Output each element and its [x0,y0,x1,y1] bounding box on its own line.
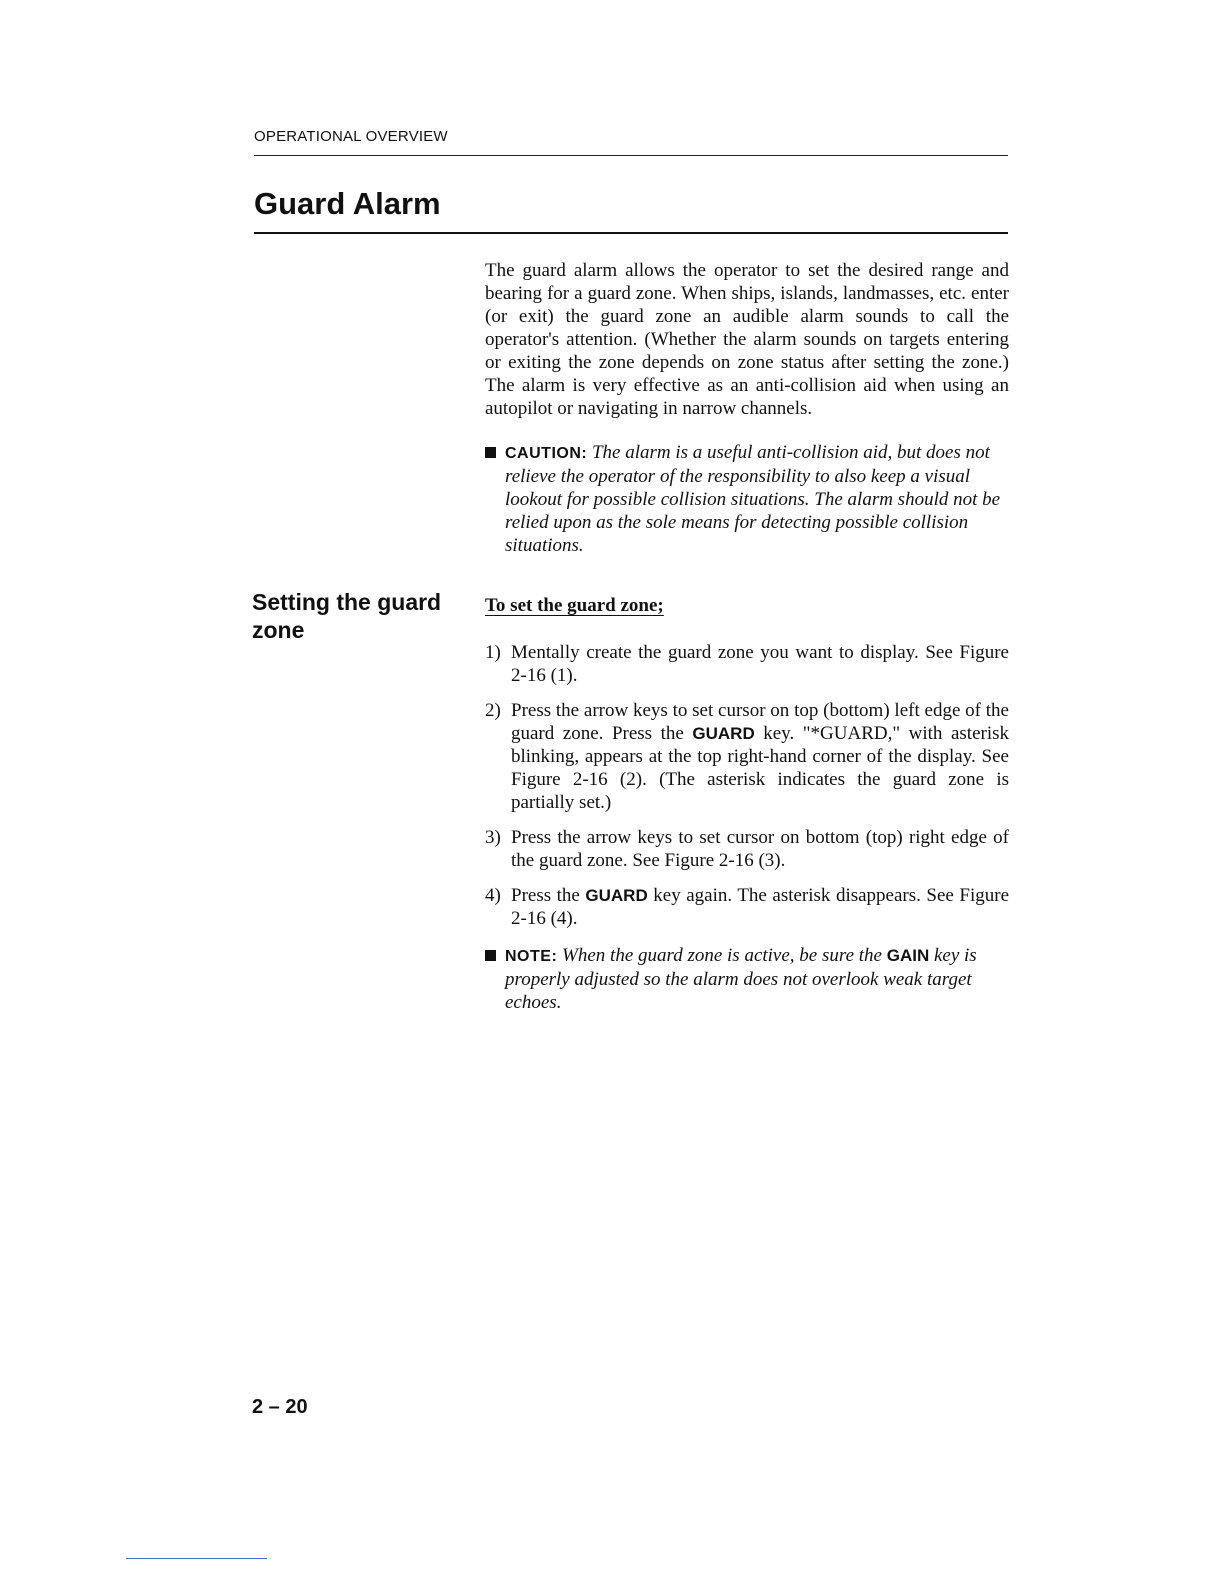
step-text: Mentally create the guard zone you want to display. See Figure 2-16 (1). [511,642,1009,686]
step-number: 3) [485,827,501,848]
footer-mark [126,1558,267,1559]
title-divider [254,232,1008,234]
note-callout [485,944,1009,1014]
page-title: Guard Alarm [254,186,441,221]
step-text: Press the arrow keys to set cursor on bottom (top) right edge of the guard zone. See Figure 2-16 (3). [511,827,1009,871]
step-item [485,826,1009,872]
guard-key-name: GUARD [585,886,648,905]
step-item [485,699,1009,814]
intro-paragraph: The guard alarm allows the operator to set the desired range and bearing for a guard zone. When ships, islands, landmasses, etc. enter (or exit) the guard zone an audible alarm sounds to call the operator's attention. (Whether the alarm sounds on targets entering or exiting the zone depends on zone status after setting the zone.) The alarm is very effective as an anti-collision aid when using an autopilot or navigating in narrow channels. [485,260,1009,419]
bullet-square-icon [485,447,496,458]
caution-callout [485,441,1009,557]
header-divider [254,155,1008,156]
guard-key-name: GUARD [692,724,755,743]
caution-text: The alarm is a useful anti-collision aid, but does not relieve the operator of the responsibility to also keep a visual lookout for possible collision situations. The alarm should not be relied upon as the sole means for detecting possible collision situations. [505,442,1001,556]
step-number: 1) [485,642,501,663]
step-text: Press the [511,885,580,906]
step-text-continued: key. "*GUARD," with asterisk blinking, appears at the top right-hand corner of the display. See Figure 2-16 (2). (The asterisk indicates the guard zone is partially set.) [511,723,1009,813]
step-text-continued: key again. The asterisk disappears. See Figure 2-16 (4). [511,885,1009,929]
note-text: When the guard zone is active, be sure the [562,945,882,966]
intro-column [485,259,1009,557]
running-head: OPERATIONAL OVERVIEW [254,128,448,145]
procedure-title: To set the guard zone; [485,595,664,616]
page-number: 2 – 20 [252,1396,308,1418]
step-item [485,641,1009,687]
section-heading: Setting the guard zone [252,589,442,643]
gain-key-name: GAIN [886,946,930,965]
step-number: 2) [485,700,501,721]
note-text-continued: key is properly adjusted so the alarm does not overlook weak target echoes. [505,945,977,1013]
caution-label: CAUTION: [505,445,588,462]
step-number: 4) [485,885,501,906]
bullet-square-icon [485,950,496,961]
note-label: NOTE: [505,948,558,965]
step-text: Press the arrow keys to set cursor on top (bottom) left edge of the guard zone. Press the [511,700,1009,744]
procedure-column [485,594,1009,1014]
step-item [485,884,1009,930]
